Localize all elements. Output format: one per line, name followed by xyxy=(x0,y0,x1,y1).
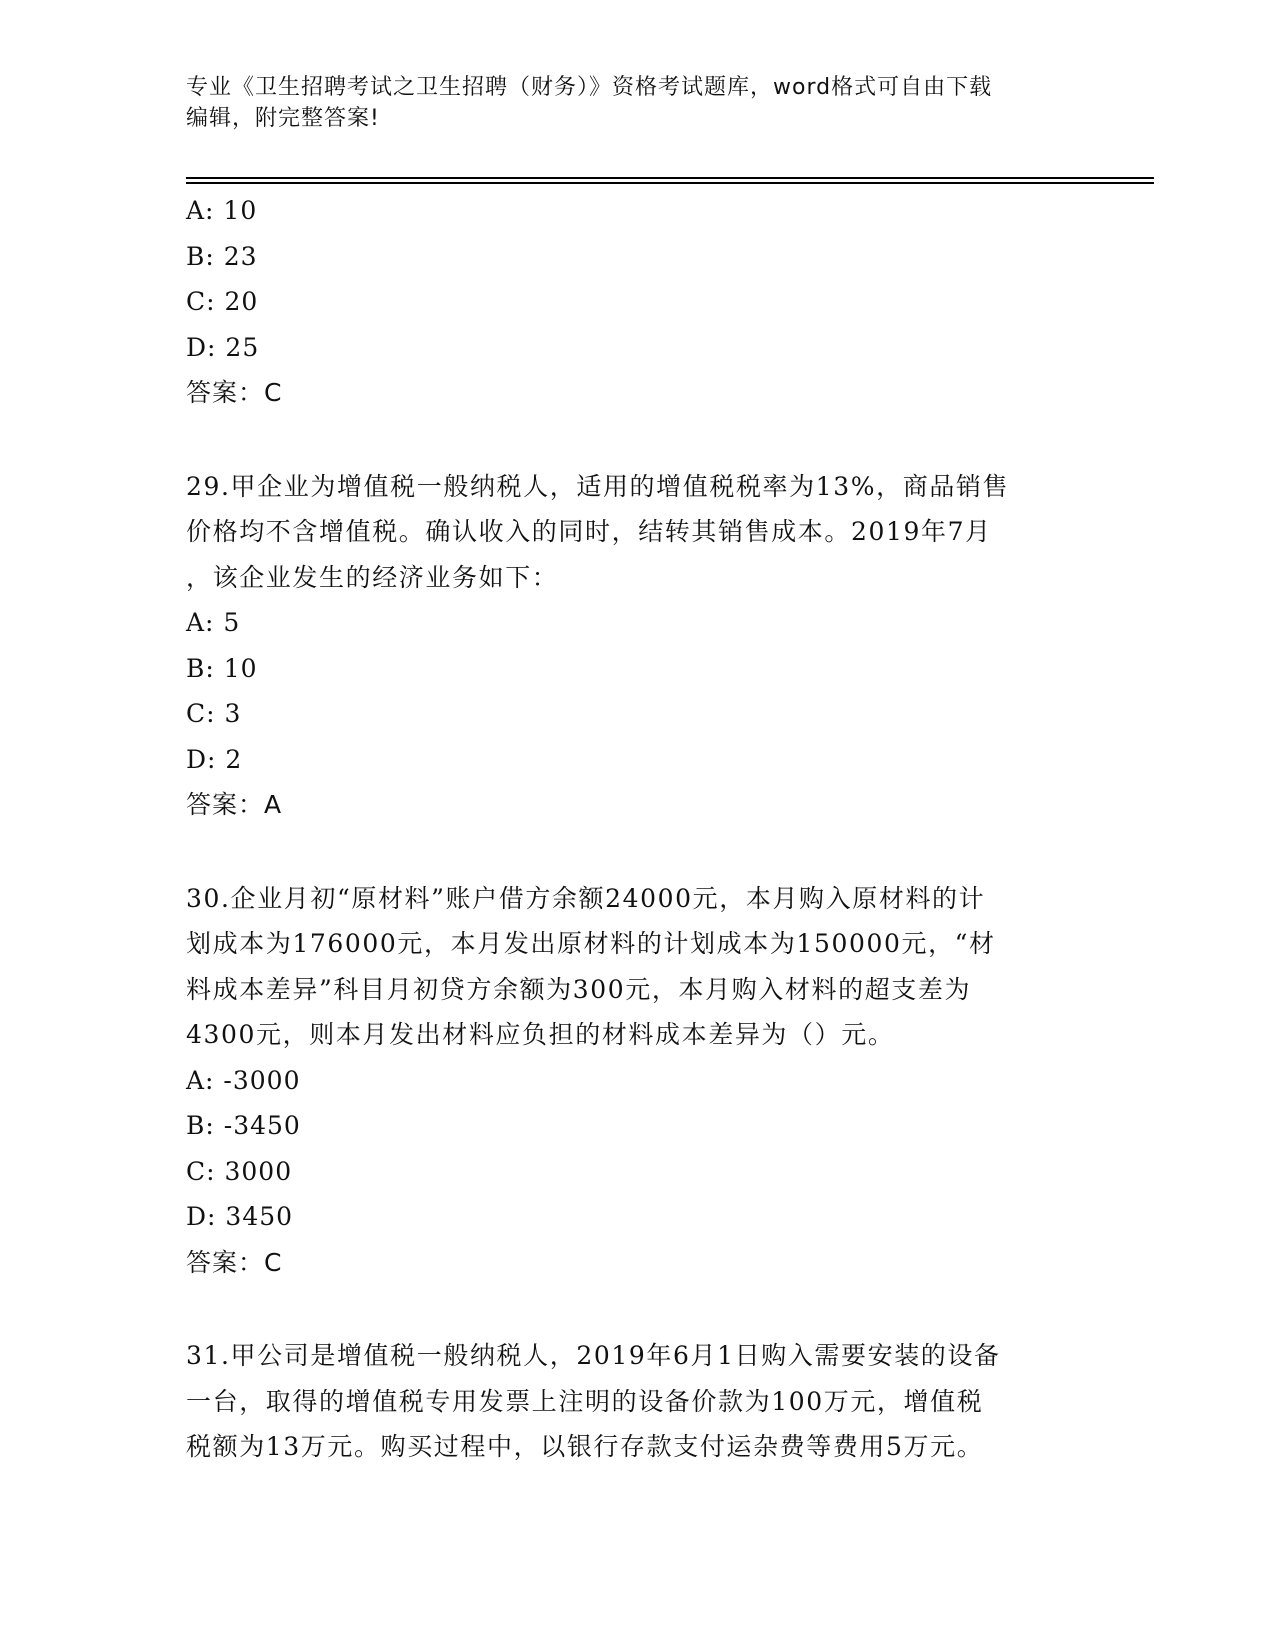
header-divider-bottom xyxy=(186,182,1154,184)
question-text-line: 4300元，则本月发出材料应负担的材料成本差异为（）元。 xyxy=(186,1020,895,1049)
question-block xyxy=(186,1333,1086,1470)
answer-option: B: -3450 xyxy=(186,1111,301,1140)
question-text-line: 29.甲企业为增值税一般纳税人，适用的增值税税率为13%，商品销售 xyxy=(186,471,1010,501)
document-header xyxy=(186,72,1066,134)
header-divider-top xyxy=(186,177,1154,179)
question-text-line: 划成本为176000元，本月发出原材料的计划成本为150000元，“材 xyxy=(186,929,996,958)
answer-option: D: 3450 xyxy=(186,1202,294,1231)
answer-key: 答案：A xyxy=(186,790,283,819)
question-text-line: 31.甲公司是增值税一般纳税人，2019年6月1日购入需要安装的设备 xyxy=(186,1341,1001,1370)
header-line-1: 专业《卫生招聘考试之卫生招聘（财务）》资格考试题库，word格式可自由下载 xyxy=(186,75,993,100)
answer-option: B: 23 xyxy=(186,241,258,271)
question-block xyxy=(186,464,1086,828)
question-text-line: 一台，取得的增值税专用发票上注明的设备价款为100万元，增值税 xyxy=(186,1386,984,1416)
block-spacer xyxy=(186,1285,1086,1333)
answer-option: C: 20 xyxy=(186,287,259,316)
answer-option: C: 3 xyxy=(186,699,242,728)
answer-key: 答案：C xyxy=(186,1247,283,1277)
answer-option: A: 10 xyxy=(186,196,258,225)
question-text-line: 税额为13万元。购买过程中，以银行存款支付运杂费等费用5万元。 xyxy=(186,1432,984,1461)
answer-option: D: 25 xyxy=(186,332,260,362)
question-block xyxy=(186,876,1086,1286)
question-list xyxy=(186,188,1086,1470)
answer-option: C: 3000 xyxy=(186,1156,293,1186)
answer-option: B: 10 xyxy=(186,653,258,683)
answer-option: D: 2 xyxy=(186,744,243,774)
question-text-line: 料成本差异”科目月初贷方余额为300元，本月购入材料的超支差为 xyxy=(186,974,972,1004)
question-text-line: 30.企业月初“原材料”账户借方余额24000元，本月购入原材料的计 xyxy=(186,883,986,913)
block-spacer xyxy=(186,416,1086,464)
answer-option: A: 5 xyxy=(186,608,241,637)
question-text-line: 价格均不含增值税。确认收入的同时，结转其销售成本。2019年7月 xyxy=(186,517,992,546)
answer-key: 答案：C xyxy=(186,378,283,407)
question-text-line: ，该企业发生的经济业务如下： xyxy=(186,562,559,592)
block-spacer xyxy=(186,828,1086,876)
header-line-2: 编辑，附完整答案! xyxy=(186,106,380,131)
answer-option: A: -3000 xyxy=(186,1065,301,1095)
question-block xyxy=(186,188,1086,416)
